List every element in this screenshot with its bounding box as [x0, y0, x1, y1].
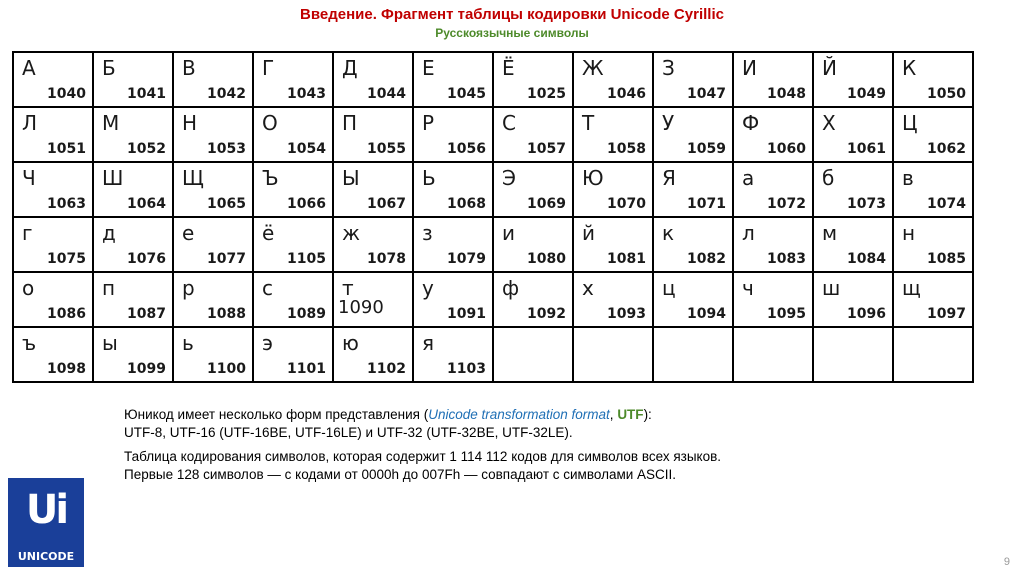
- utf-abbrev: UTF: [617, 407, 644, 422]
- cell-character: И: [742, 56, 757, 80]
- table-cell: [653, 107, 733, 162]
- table-cell: [653, 52, 733, 107]
- cell-code: 1097: [927, 306, 966, 322]
- table-cell: [413, 272, 493, 327]
- cell-code: 1047: [687, 86, 726, 102]
- cell-code: 1043: [287, 86, 326, 102]
- table-cell: [173, 52, 253, 107]
- table-cell: [733, 217, 813, 272]
- table-cell: [893, 52, 973, 107]
- table-cell: [493, 162, 573, 217]
- table-cell: [893, 217, 973, 272]
- cell-code: 1063: [47, 196, 86, 212]
- table-cell: [493, 272, 573, 327]
- cell-code: 1087: [127, 306, 166, 322]
- table-cell: [173, 107, 253, 162]
- cell-code: 1044: [367, 86, 406, 102]
- table-cell: [93, 327, 173, 382]
- cell-code: 1046: [607, 86, 646, 102]
- cell-code: 1071: [687, 196, 726, 212]
- cell-character: в: [902, 166, 914, 190]
- cell-character: Ш: [102, 166, 124, 190]
- cell-code: 1041: [127, 86, 166, 102]
- notes-text: ):: [643, 407, 652, 422]
- cell-code: 1052: [127, 141, 166, 157]
- cell-code: 1091: [447, 306, 486, 322]
- table-cell: [893, 162, 973, 217]
- table-cell: [93, 162, 173, 217]
- cell-code: 1076: [127, 251, 166, 267]
- cell-code: 1053: [207, 141, 246, 157]
- table-cell: [813, 272, 893, 327]
- table-cell: [173, 162, 253, 217]
- table-row: [13, 107, 973, 162]
- cell-character: г: [22, 221, 33, 245]
- page-title: Введение. Фрагмент таблицы кодировки Unicode Cyrillic: [300, 6, 724, 23]
- cell-character: й: [582, 221, 595, 245]
- table-row: [13, 272, 973, 327]
- cell-code: 1060: [767, 141, 806, 157]
- cell-character: Г: [262, 56, 275, 80]
- cell-character: р: [182, 276, 195, 300]
- cell-character: Э: [502, 166, 516, 190]
- table-cell: [813, 327, 893, 382]
- cell-code: 1073: [847, 196, 886, 212]
- cell-character: В: [182, 56, 196, 80]
- codes-count-line: Таблица кодирования символов, которая содержит 1 114 112 кодов для символов всех языков.: [124, 449, 722, 464]
- cell-code: 1065: [207, 196, 246, 212]
- table-cell: [493, 107, 573, 162]
- cell-character: ф: [502, 276, 520, 300]
- table-cell: [653, 162, 733, 217]
- table-cell: [573, 107, 653, 162]
- cell-character: х: [582, 276, 594, 300]
- cell-code: 1055: [367, 141, 406, 157]
- cell-code: 1100: [207, 361, 246, 377]
- table-cell: [733, 272, 813, 327]
- cell-code: 1079: [447, 251, 486, 267]
- cell-code: 1105: [287, 251, 326, 267]
- table-cell: [253, 107, 333, 162]
- cell-code: 1082: [687, 251, 726, 267]
- cell-code: 1099: [127, 361, 166, 377]
- cell-character: ё: [262, 221, 275, 245]
- cell-code: 1101: [287, 361, 326, 377]
- utf-forms-line: UTF-8, UTF-16 (UTF-16BE, UTF-16LE) и UTF-32 (UTF-32BE, UTF-32LE).: [124, 425, 573, 440]
- cell-code: 1045: [447, 86, 486, 102]
- table-cell: [13, 162, 93, 217]
- cell-code: 1057: [527, 141, 566, 157]
- cell-code: 1064: [127, 196, 166, 212]
- cell-code: 1074: [927, 196, 966, 212]
- cell-character: Ы: [342, 166, 360, 190]
- cell-character: А: [22, 56, 36, 80]
- notes-text: ,: [609, 407, 618, 422]
- ascii-line: Первые 128 символов — с кодами от 0000h до 007Fh — совпадают с символами ASCII.: [124, 467, 677, 482]
- table-cell: [333, 52, 413, 107]
- cell-code: 1075: [47, 251, 86, 267]
- table-cell: [653, 272, 733, 327]
- cell-character: п: [102, 276, 116, 300]
- cell-character: е: [182, 221, 195, 245]
- table-cell: [13, 272, 93, 327]
- cell-character: ь: [182, 331, 194, 355]
- cell-code: 1102: [367, 361, 406, 377]
- cell-character: Д: [342, 56, 358, 80]
- unicode-logo: [8, 478, 84, 567]
- table-cell: [253, 52, 333, 107]
- cell-code: 1061: [847, 141, 886, 157]
- cell-code: 1050: [927, 86, 966, 102]
- cell-character: У: [662, 111, 675, 135]
- cell-character: ш: [822, 276, 841, 300]
- cell-code: 1068: [447, 196, 486, 212]
- cell-character: у: [422, 276, 434, 300]
- cell-code: 1066: [287, 196, 326, 212]
- table-cell: [13, 107, 93, 162]
- table-cell: [13, 327, 93, 382]
- cell-character: Р: [422, 111, 435, 135]
- cell-code: 1062: [927, 141, 966, 157]
- table-cell: [653, 327, 733, 382]
- cell-character: ю: [342, 331, 359, 355]
- cell-character: ъ: [22, 331, 37, 355]
- table-row: [13, 162, 973, 217]
- cell-character: щ: [902, 276, 921, 300]
- cell-code: 1088: [207, 306, 246, 322]
- cell-character: м: [822, 221, 838, 245]
- cell-code: 1083: [767, 251, 806, 267]
- table-cell: [253, 217, 333, 272]
- table-cell: [333, 162, 413, 217]
- page-number: 9: [1003, 556, 1010, 568]
- table-cell: [333, 107, 413, 162]
- table-cell: [893, 272, 973, 327]
- cell-character: Щ: [182, 166, 204, 190]
- cell-character: О: [262, 111, 278, 135]
- cell-code: 1103: [447, 361, 486, 377]
- cell-character: д: [102, 221, 116, 245]
- cell-character: с: [262, 276, 273, 300]
- cell-code: 1089: [287, 306, 326, 322]
- table-cell: [573, 272, 653, 327]
- table-cell: [13, 217, 93, 272]
- cell-character: Ц: [902, 111, 918, 135]
- cell-code: 1042: [207, 86, 246, 102]
- cell-code: 1025: [527, 86, 566, 102]
- table-cell: [573, 327, 653, 382]
- table-row: [13, 327, 973, 382]
- table-cell: [893, 107, 973, 162]
- table-cell: [653, 217, 733, 272]
- cell-code: 1095: [767, 306, 806, 322]
- cell-code: 1051: [47, 141, 86, 157]
- cell-code: 1048: [767, 86, 806, 102]
- cell-character: Ч: [22, 166, 36, 190]
- cell-character: Б: [102, 56, 116, 80]
- cell-character: ч: [742, 276, 754, 300]
- table-cell: [733, 107, 813, 162]
- cell-character: ы: [102, 331, 118, 355]
- table-cell: [413, 217, 493, 272]
- cell-character: З: [662, 56, 675, 80]
- cell-character: М: [102, 111, 120, 135]
- table-cell: [173, 272, 253, 327]
- table-cell: [893, 327, 973, 382]
- cell-code: 1056: [447, 141, 486, 157]
- table-cell: [813, 217, 893, 272]
- table-cell: [93, 272, 173, 327]
- cell-character: б: [822, 166, 835, 190]
- table-cell: [13, 52, 93, 107]
- cell-character: я: [422, 331, 435, 355]
- cell-character: ц: [662, 276, 676, 300]
- table-cell: [333, 272, 413, 327]
- cell-character: а: [742, 166, 755, 190]
- cell-character: з: [422, 221, 433, 245]
- cell-code: 1070: [607, 196, 646, 212]
- table-cell: [253, 272, 333, 327]
- cell-code: 1072: [767, 196, 806, 212]
- table-cell: [333, 327, 413, 382]
- cell-character: Ж: [582, 56, 604, 80]
- cell-character: Ф: [742, 111, 760, 135]
- unicode-logo-glyph: Ui: [25, 487, 67, 533]
- cell-code: 1086: [47, 306, 86, 322]
- cell-character: л: [742, 221, 755, 245]
- cell-code: 1081: [607, 251, 646, 267]
- cell-character: Т: [582, 111, 595, 135]
- table-cell: [573, 217, 653, 272]
- cell-character: ж: [342, 221, 361, 245]
- cell-character: Н: [182, 111, 198, 135]
- cell-character: э: [262, 331, 273, 355]
- cell-code: 1059: [687, 141, 726, 157]
- cell-character: Х: [822, 111, 836, 135]
- cell-character: К: [902, 56, 917, 80]
- cell-code: 1092: [527, 306, 566, 322]
- notes-text: Юникод имеет несколько форм представления (: [124, 407, 429, 422]
- cell-code: 1090: [338, 297, 384, 318]
- cell-character: Е: [422, 56, 435, 80]
- table-cell: [413, 52, 493, 107]
- cell-character: о: [22, 276, 35, 300]
- table-row: [13, 52, 973, 107]
- table-cell: [253, 327, 333, 382]
- cell-code: 1040: [47, 86, 86, 102]
- cell-code: 1096: [847, 306, 886, 322]
- table-cell: [173, 327, 253, 382]
- cyrillic-code-table: [12, 51, 974, 383]
- notes-block: [124, 406, 984, 490]
- table-cell: [333, 217, 413, 272]
- cell-code: 1077: [207, 251, 246, 267]
- cell-code: 1049: [847, 86, 886, 102]
- cell-character: Л: [22, 111, 38, 135]
- table-cell: [573, 162, 653, 217]
- table-cell: [253, 162, 333, 217]
- cell-character: Ю: [582, 166, 604, 190]
- cell-character: П: [342, 111, 358, 135]
- cell-character: и: [502, 221, 515, 245]
- cell-character: т: [342, 276, 354, 300]
- table-cell: [733, 52, 813, 107]
- page-subtitle: Русскоязычные символы: [435, 26, 589, 40]
- notes-paragraph-table: [124, 448, 984, 484]
- cell-code: 1093: [607, 306, 646, 322]
- table-cell: [93, 107, 173, 162]
- cell-code: 1078: [367, 251, 406, 267]
- cell-character: Ё: [502, 56, 515, 80]
- table-cell: [493, 52, 573, 107]
- table-cell: [733, 162, 813, 217]
- cell-character: Ъ: [262, 166, 279, 190]
- table-cell: [173, 217, 253, 272]
- cell-code: 1054: [287, 141, 326, 157]
- table-cell: [413, 327, 493, 382]
- cell-code: 1080: [527, 251, 566, 267]
- unicode-logo-text: UNICODE: [17, 550, 75, 563]
- table-cell: [813, 107, 893, 162]
- cell-code: 1067: [367, 196, 406, 212]
- table-cell: [733, 327, 813, 382]
- cell-character: С: [502, 111, 516, 135]
- cell-code: 1084: [847, 251, 886, 267]
- cell-code: 1098: [47, 361, 86, 377]
- cell-character: н: [902, 221, 916, 245]
- cell-character: Ь: [422, 166, 436, 190]
- table-cell: [573, 52, 653, 107]
- table-cell: [413, 162, 493, 217]
- table-cell: [813, 52, 893, 107]
- cell-character: Й: [822, 56, 837, 80]
- cell-code: 1085: [927, 251, 966, 267]
- notes-paragraph-utf: [124, 406, 984, 442]
- table-row: [13, 217, 973, 272]
- utf-long-name: Unicode transformation format: [428, 407, 610, 422]
- cell-character: к: [662, 221, 675, 245]
- table-cell: [93, 52, 173, 107]
- table-cell: [93, 217, 173, 272]
- cell-character: Я: [662, 166, 676, 190]
- cell-code: 1058: [607, 141, 646, 157]
- table-cell: [493, 327, 573, 382]
- cell-code: 1069: [527, 196, 566, 212]
- cell-code: 1094: [687, 306, 726, 322]
- table-cell: [413, 107, 493, 162]
- table-cell: [493, 217, 573, 272]
- table-cell: [813, 162, 893, 217]
